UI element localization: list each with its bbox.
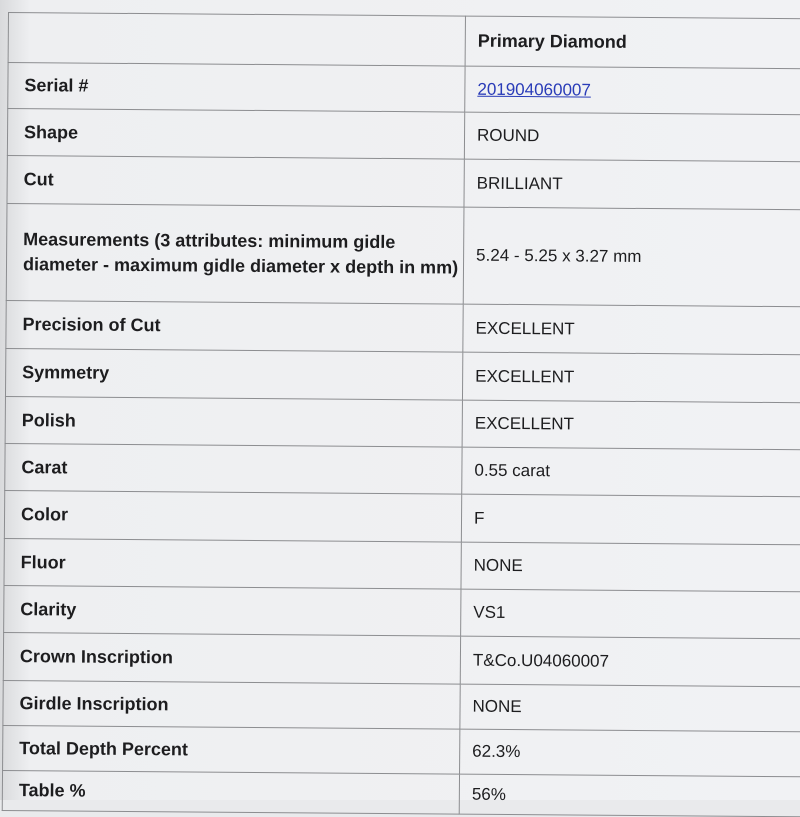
row-label: Polish — [5, 396, 462, 447]
empty-header-cell — [8, 13, 465, 67]
table-row — [3, 680, 800, 731]
row-value: F — [461, 494, 800, 545]
row-value: 0.55 carat — [462, 447, 800, 497]
table-row — [4, 490, 800, 544]
row-value: EXCELLENT — [462, 400, 800, 450]
row-value: NONE — [460, 684, 800, 732]
table-row — [5, 443, 800, 496]
table-header-row — [8, 13, 800, 69]
table-row — [2, 770, 800, 816]
row-label: Girdle Inscription — [3, 680, 460, 729]
row-label: Precision of Cut — [6, 300, 463, 352]
row-label: Cut — [7, 155, 464, 207]
row-label: Fluor — [4, 538, 461, 589]
row-value: 5.24 - 5.25 x 3.27 mm — [463, 207, 800, 307]
table-row — [4, 585, 800, 638]
table-row — [6, 300, 800, 354]
row-label: Crown Inscription — [3, 632, 460, 684]
table-row — [7, 109, 800, 162]
table-row — [7, 155, 800, 209]
table-row — [6, 203, 800, 306]
row-label: Clarity — [4, 585, 461, 636]
table-row — [8, 63, 800, 115]
row-label: Table % — [2, 770, 459, 814]
row-value: BRILLIANT — [464, 159, 800, 210]
row-label: Color — [4, 490, 461, 542]
row-label: Carat — [5, 443, 462, 494]
row-value — [465, 66, 800, 115]
row-label: Serial # — [8, 63, 465, 113]
row-label: Symmetry — [5, 348, 462, 400]
row-value: EXCELLENT — [463, 304, 800, 355]
row-value: VS1 — [461, 589, 800, 639]
table-row — [5, 396, 800, 449]
table-row — [3, 632, 800, 686]
row-value: EXCELLENT — [462, 352, 800, 403]
row-label: Total Depth Percent — [3, 725, 460, 774]
table-row — [5, 348, 800, 402]
column-header: Primary Diamond — [465, 16, 800, 69]
row-value: ROUND — [464, 112, 800, 162]
row-value: NONE — [461, 542, 800, 592]
table-row — [4, 538, 800, 591]
serial-link[interactable]: 201904060007 — [477, 79, 591, 100]
row-label: Measurements (3 attributes: minimum gidle diameter - maximum gidle diameter x depth in mm) — [6, 203, 464, 304]
row-label: Shape — [7, 109, 464, 160]
row-value: T&Co.U04060007 — [460, 636, 800, 687]
row-value: 62.3% — [460, 729, 800, 777]
row-value: 56% — [459, 774, 800, 817]
diamond-details-table — [2, 12, 800, 817]
table-row — [3, 725, 800, 776]
